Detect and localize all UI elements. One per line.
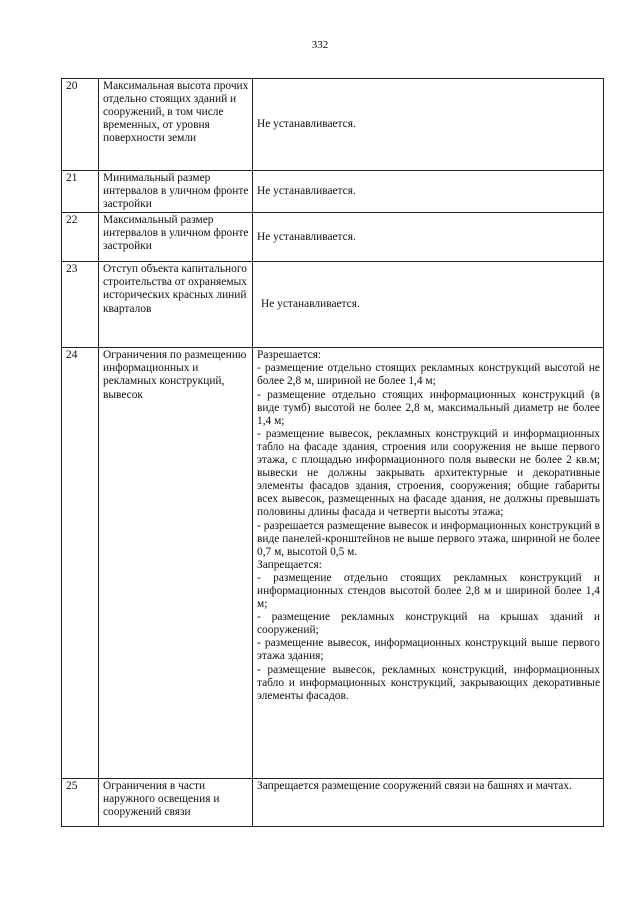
- allowed-item: - размещение вывесок, рекламных конструкций и информационных табло на фасаде здания, строения или сооружения не выше первого этажа, с площадью информационного поля вывески не более 2 кв.м; вывески не должны закрывать архитектурные и декоративные элементы фасадов здания, строения, сооружения; общие габариты всех вывесок, размещенных на фасаде здания, не должны превышать половины длины фасада и четверти высоты этажа;: [257, 427, 600, 519]
- parameter-name: Максимальный размер интервалов в уличном фронте застройки: [99, 213, 253, 262]
- regulations-table: [61, 78, 604, 827]
- parameter-value: Не устанавливается.: [253, 171, 604, 213]
- parameter-name: Ограничения по размещению информационных и рекламных конструкций, вывесок: [99, 348, 253, 779]
- parameter-value: Запрещается размещение сооружений связи на башнях и мачтах.: [253, 779, 604, 827]
- row-number: 21: [62, 171, 99, 213]
- parameter-value: Не устанавливается.: [253, 79, 604, 171]
- allowed-item: - размещение отдельно стоящих рекламных конструкций высотой не более 2,8 м, шириной не более 1,4 м;: [257, 362, 600, 388]
- page-number: 332: [311, 39, 329, 51]
- parameter-name: Отступ объекта капитального строительства от охраняемых исторических красных линий кварталов: [99, 262, 253, 348]
- row-number: 25: [62, 779, 99, 827]
- table-row: [62, 348, 604, 779]
- forbidden-item: - размещение рекламных конструкций на крышах зданий и сооружений;: [257, 611, 600, 637]
- table-row: [62, 779, 604, 827]
- parameter-value: [253, 348, 604, 779]
- forbidden-item: - размещение вывесок, рекламных конструкций, информационных табло и информационных конструкций, закрывающих декоративные элементы фасадов.: [257, 663, 600, 702]
- forbidden-item: - размещение вывесок, информационных конструкций выше первого этажа здания;: [257, 637, 600, 663]
- parameter-name: Максимальная высота прочих отдельно стоящих зданий и сооружений, в том числе временных, от уровня поверхности земли: [99, 79, 253, 171]
- allowed-heading: Разрешается:: [257, 349, 322, 362]
- allowed-item: - размещение отдельно стоящих информационных конструкций (в виде тумб) высотой не более 2,8 м, максимальный диаметр не более 1,4 м;: [257, 388, 600, 427]
- table-row: [62, 79, 604, 171]
- row-number: 20: [62, 79, 99, 171]
- row-number: 24: [62, 348, 99, 779]
- table-row: [62, 213, 604, 262]
- parameter-name: Ограничения в части наружного освещения и сооружений связи: [99, 779, 253, 827]
- parameter-name: Минимальный размер интервалов в уличном фронте застройки: [99, 171, 253, 213]
- parameter-value: Не устанавливается.: [253, 213, 604, 262]
- parameter-value: Не устанавливается.: [253, 262, 604, 348]
- table-row: [62, 171, 604, 213]
- forbidden-heading: Запрещается:: [257, 558, 322, 571]
- forbidden-item: - размещение отдельно стоящих рекламных конструкций и информационных стендов высотой более 2,8 м и шириной более 1,4 м;: [257, 571, 600, 611]
- row-number: 22: [62, 213, 99, 262]
- table-row: [62, 262, 604, 348]
- allowed-item: - разрешается размещение вывесок и информационных конструкций в виде панелей-кронштейнов не выше первого этажа, шириной не более 0,7 м, высотой 0,5 м.: [257, 519, 600, 558]
- row-number: 23: [62, 262, 99, 348]
